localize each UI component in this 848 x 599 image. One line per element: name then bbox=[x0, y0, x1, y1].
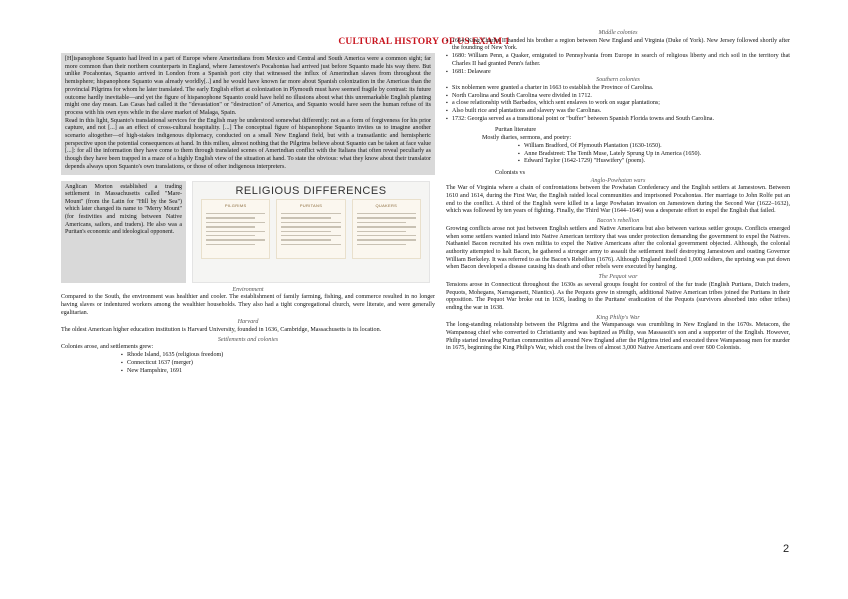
figure-title: RELIGIOUS DIFFERENCES bbox=[235, 184, 387, 197]
reading-paragraph: Read in this light, Squanto's translational services for the English may be understood somewhat differently: not as a form of forgiveness for his prior capture, and not [...] as an effect of cross-cultural hospitality. [...] The conceptual figure of hispanophone Squanto invites us to imagine another scenario altogether—of high-stakes indigenous diplomacy, conducted on a small New England field, but with a transatlantic and hemispheric perspective upon the potential consequences at hand. In this milieu, almost nothing that the Pilgrims believe about Squanto can be taken at face value [...]: for all the information they have come to them through translated scenes of Amerindian conflict with the Italians that often reveal peculiarly as though they have been trapped in a maze of a highly English view of the situation at hand. To state the obvious: what they know about their translator depends always upon Squanto's own translations, or those of other indigenous interpreters. bbox=[65, 117, 431, 170]
colonists-heading: Colonists vs bbox=[495, 169, 525, 176]
puritan-literature-list bbox=[446, 143, 790, 166]
pequot-text: Tensions arose in Connecticut throughout the 1630s as several groups fought for control of the fur trade (English Puritans, Dutch traders, Pequots, Mohegans, Narragansett, Niantics). As the Pequots grew in strength, additional Native American tribes joined the Puritans in their opposition. The Pequot War broke out in 1636, leading to the Puritans' eradication of the Pequots (survivors absorbed into other tribes) ending the war in 1638. bbox=[446, 281, 790, 311]
puritan-literature-intro: Mostly diaries, sermons, and poetry: bbox=[482, 135, 572, 142]
bacon-heading: Bacon's rebellion bbox=[596, 218, 640, 225]
settlements-heading: Settlements and colonies bbox=[217, 336, 279, 343]
list-item: ▪ Also built rice and plantations and slavery was the Carolinas. bbox=[446, 108, 790, 116]
page-number: 2 bbox=[783, 543, 790, 555]
settlements-intro: Colonies arose, and settlements grew: bbox=[61, 344, 154, 351]
middle-colonies-list bbox=[446, 38, 790, 77]
figure-column-label: PURITANS bbox=[299, 203, 323, 209]
list-item: ▪ North Carolina and South Carolina were divided in 1712. bbox=[446, 93, 790, 101]
harvard-heading: Harvard bbox=[237, 319, 259, 326]
figure-column-label: PILGRIMS bbox=[224, 203, 247, 209]
king-philip-heading: King Philip's War bbox=[596, 314, 640, 321]
list-item: ▪ 1681: Delaware bbox=[446, 69, 790, 77]
list-item: ▪ Connecticut 1637 (merger) bbox=[121, 360, 435, 368]
intro-quote-box bbox=[61, 53, 435, 175]
environment-heading: Environment bbox=[232, 286, 264, 293]
list-item: ▪ 1680: William Penn, a Quaker, emigrated to Pennsylvania from Europe in search of religious liberty and rich soil in the territory that Charles II had granted Penn's father. bbox=[446, 53, 790, 68]
settlements-list bbox=[61, 352, 435, 375]
figure-column-puritans bbox=[276, 199, 345, 259]
list-item: ▪ Anne Bradstreet: The Tenth Muse, Lately Sprung Up in America (1650). bbox=[518, 151, 790, 159]
pequot-heading: The Pequot war bbox=[598, 274, 638, 281]
puritan-literature-heading: Puritan literature bbox=[495, 127, 537, 134]
king-philip-text: The long-standing relationship between the Pilgrims and the Wampanoags was crumbling in New England in the 1670s. Metacom, the Wampanoag chief who converted to Christianity and was baptized as Philip, was Massasoit's son and a supporter of the English. However, Philip started invading Puritan communities all around New England after the Pilgrims tried and executed three Wampanoag men for murder in 1675, beginning the King Philip's War, which cost the lives of almost 3,000 Native Americans and over 600 Colonists. bbox=[446, 322, 790, 352]
religious-differences-figure bbox=[192, 181, 430, 283]
list-item: ▪ William Bradford, Of Plymouth Plantation (1630-1650). bbox=[518, 143, 790, 151]
anglo-powhatan-text: The War of Virginia where a chain of confrontations between the Powhatan Confederacy and the English settlers at Jamestown. Between 1610 and 1614, during the First War, the English raided local communities and imprisoned Pocahontas. Her marriage to John Rolfe put an end to the conflict. A third of the English were killed in a large Powhatan invasion on Jamestown during the Second War (1622–1632), which was followed by ten years of fighting. Finally, the Third War (1644–1646) was a desperate effort to expel the English that failed. bbox=[446, 185, 790, 215]
list-item: ▪ Edward Taylor (1642-1729) "Huswifery" (poem). bbox=[518, 158, 790, 166]
southern-colonies-heading: Southern colonies bbox=[596, 77, 640, 84]
morton-row bbox=[61, 181, 435, 283]
southern-colonies-list bbox=[446, 85, 790, 124]
right-column bbox=[446, 30, 790, 353]
intro-paragraph: [H]ispanophone Squanto had lived in a part of Europe where Amerindians from Mexico and Central and South America were a common sight; far more common than their northern counterparts in England, where Jamestown's Pocahontas had arrived just before Squanto made his way there. But unlike Pocahontas, Squanto arrived in London from a Spanish port city that witnessed the influx of Amerindian slaves from throughout the hemisphere; hispanophone Squanto was already worldly[..] and he would have known far more about Spanish colonization in the Americas than the provincial Pilgrims for whom he later translated. The early English effort at colonization in Plymouth must have seemed fragile by contrast: its future outcome hardly inevitable—and yet the figure of hispanophone Squanto could have held no illusions about what this unremarkable English planting might one day mean. Las Casas had called it the "devastation" or "destruction" of America, and Squanto would have seen the human refuse of its process with his own eyes while in the slave market of Malaga, Spain. bbox=[65, 56, 431, 116]
environment-text: Compared to the South, the environment was healthier and cooler. The establishment of family farming, fishing, and commerce resulted in no longer having slaves or indentured workers among the wealthier households. They also had a tight congregational church, were literate, and were generally egalitarian. bbox=[61, 294, 435, 316]
figure-column-pilgrims bbox=[201, 199, 270, 259]
list-item: ▪ Six noblemen were granted a charter in 1663 to establish the Province of Carolina. bbox=[446, 85, 790, 93]
list-item: ▪ 1664: King Charles II handed his brother a region between New England and Virginia (Duke of York). New Jersey followed shortly after the founding of New York. bbox=[446, 38, 790, 53]
list-item: ▪ New Hampshire, 1691 bbox=[121, 368, 435, 376]
middle-colonies-heading: Middle colonies bbox=[598, 30, 638, 36]
bacon-text: Growing conflicts arose not just between English settlers and Native Americans but also between various settler groups. Conflicts emerged when some settlers wanted inland into Native American territory that was under protection demanding the government to expel the Natives. Nathaniel Bacon recruited his own militia to expel the Native Americans after the colonial government objected. Although, the colonial authority attempted to halt Bacon, he gathered a stronger army to assault the settlement itself destroying Jamestown and ousting Governor William Berkeley. It was referred to as the Bacon's Rebellion (1676). Although England mobilized 1,000 soldiers, the uprising was put down when Bacon developed a disease causing his death and other rebels were executed by hanging. bbox=[446, 225, 790, 271]
list-item: ▪ a close relationship with Barbados, which sent enslaves to work on sugar plantations; bbox=[446, 100, 790, 108]
harvard-text: The oldest American higher education institution is Harvard University, founded in 1636, Cambridge, Massachusetts is its location. bbox=[61, 327, 382, 334]
list-item: ▪ Rhode Island, 1635 (religious freedom) bbox=[121, 352, 435, 360]
page-title: CULTURAL HISTORY OF US EXAM 1 bbox=[338, 37, 510, 47]
left-column bbox=[61, 53, 435, 375]
list-item: ▪ 1732: Georgia served as a transitional point or "buffer" between Spanish Florida towns and South Carolina. bbox=[446, 116, 790, 124]
anglo-powhatan-heading: Anglo-Powhatan wars bbox=[590, 177, 646, 184]
morton-box: Anglican Morton established a trading settlement in Massachusetts called "Mare-Mount" (from the Latin for "Hill by the Sea") which later changed its name to "Merry Mount" (for festivities and mixing between Native Americans, sailors, and traders). He also was a Puritan's economic and ideological opponent. bbox=[61, 181, 186, 283]
figure-column-label: QUAKERS bbox=[375, 203, 398, 209]
figure-column-quakers bbox=[352, 199, 421, 259]
